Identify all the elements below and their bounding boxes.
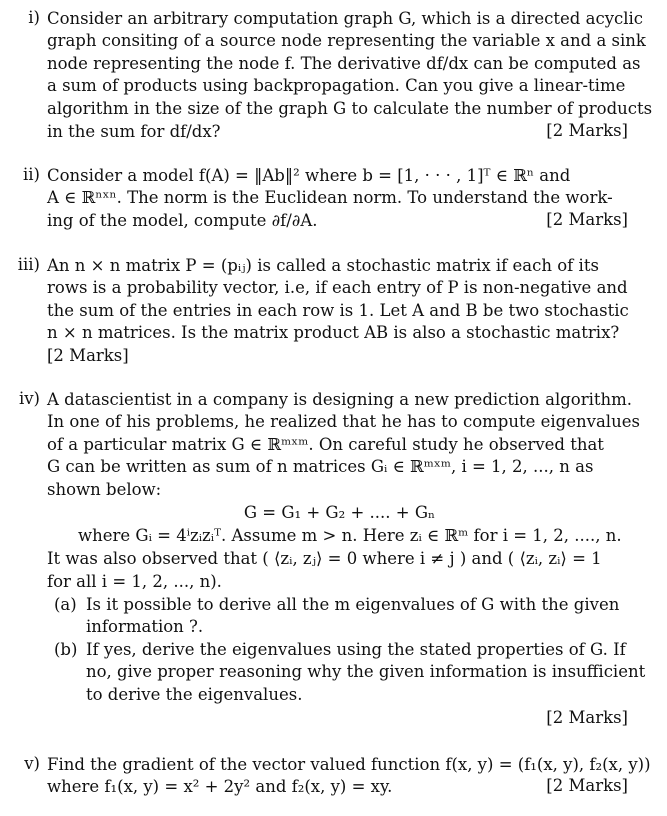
question-text-line: A ∈ ℝⁿˣⁿ. The norm is the Euclidean norm. To understand the work-	[47, 188, 613, 207]
question-text-line: of a particular matrix G ∈ ℝᵐˣᵐ. On careful study he observed that	[47, 435, 604, 454]
observation-line: It was also observed that ( ⟨zᵢ, zⱼ⟩ = 0 where i ≠ j ) and ( ⟨zᵢ, zᵢ⟩ = 1	[47, 549, 602, 568]
question-text-line: in the sum for df/dx?	[47, 122, 221, 141]
question-text-line: In one of his problems, he realized that he has to compute eigenvalues	[47, 412, 640, 431]
question-text-line: graph consiting of a source node representing the variable x and a sink	[47, 31, 646, 50]
question-text-line: A datascientist in a company is designing a new prediction algorithm.	[47, 390, 633, 409]
question-text-line: Consider an arbitrary computation graph G, which is a directed acyclic	[47, 9, 644, 28]
question-text-line: node representing the node f. The derivative df/dx can be computed as	[47, 54, 641, 73]
question-text-line: shown below:	[47, 480, 162, 499]
question-label: ii)	[23, 165, 40, 184]
subquestion-b-label: (b)	[54, 640, 78, 659]
marks-label: [2 Marks]	[47, 346, 129, 365]
marks-label: [2 Marks]	[546, 708, 628, 727]
marks-label: [2 Marks]	[546, 210, 628, 229]
question-text-line: n × n matrices. Is the matrix product AB is also a stochastic matrix?	[47, 323, 620, 342]
display-equation: G = G₁ + G₂ + .... + Gₙ	[243, 503, 436, 522]
question-text-line: An n × n matrix P = (pᵢⱼ) is called a stochastic matrix if each of its	[47, 256, 599, 275]
question-text-line: ing of the model, compute ∂f/∂A.	[47, 211, 318, 230]
where-line: where Gᵢ = 4ⁱzᵢzᵢᵀ. Assume m > n. Here zᵢ ∈ ℝᵐ for i = 1, 2, ...., n.	[78, 526, 622, 545]
question-label: iii)	[17, 255, 40, 274]
subquestion-a-line: Is it possible to derive all the m eigenvalues of G with the given	[86, 595, 620, 614]
question-text-line: a sum of products using backpropagation. Can you give a linear-time	[47, 76, 626, 95]
question-text-line: where f₁(x, y) = x² + 2y² and f₂(x, y) = xy.	[47, 777, 393, 796]
question-text-line: Find the gradient of the vector valued function f(x, y) = (f₁(x, y), f₂(x, y))	[47, 755, 651, 774]
question-text-line: the sum of the entries in each row is 1. Let A and B be two stochastic	[47, 301, 629, 320]
question-label: v)	[24, 754, 40, 773]
question-text-line: rows is a probability vector, i.e, if each entry of P is non-negative and	[47, 278, 628, 297]
subquestion-b-line: to derive the eigenvalues.	[86, 685, 303, 704]
subquestion-b-line: no, give proper reasoning why the given information is insufficient	[86, 662, 646, 681]
subquestion-a-label: (a)	[54, 595, 77, 614]
question-label: i)	[28, 8, 40, 27]
marks-label: [2 Marks]	[546, 121, 628, 140]
question-text-line: Consider a model f(A) = ‖Ab‖² where b = [1, · · · , 1]ᵀ ∈ ℝⁿ and	[47, 166, 571, 185]
question-label: iv)	[18, 389, 40, 408]
question-text-line: algorithm in the size of the graph G to calculate the number of products	[47, 99, 653, 118]
observation-line: for all i = 1, 2, ..., n).	[47, 572, 222, 591]
marks-label: [2 Marks]	[546, 776, 628, 795]
subquestion-b-line: If yes, derive the eigenvalues using the stated properties of G. If	[86, 640, 626, 659]
question-text-line: G can be written as sum of n matrices Gᵢ ∈ ℝᵐˣᵐ, i = 1, 2, ..., n as	[47, 457, 594, 476]
subquestion-a-line: information ?.	[86, 617, 204, 636]
